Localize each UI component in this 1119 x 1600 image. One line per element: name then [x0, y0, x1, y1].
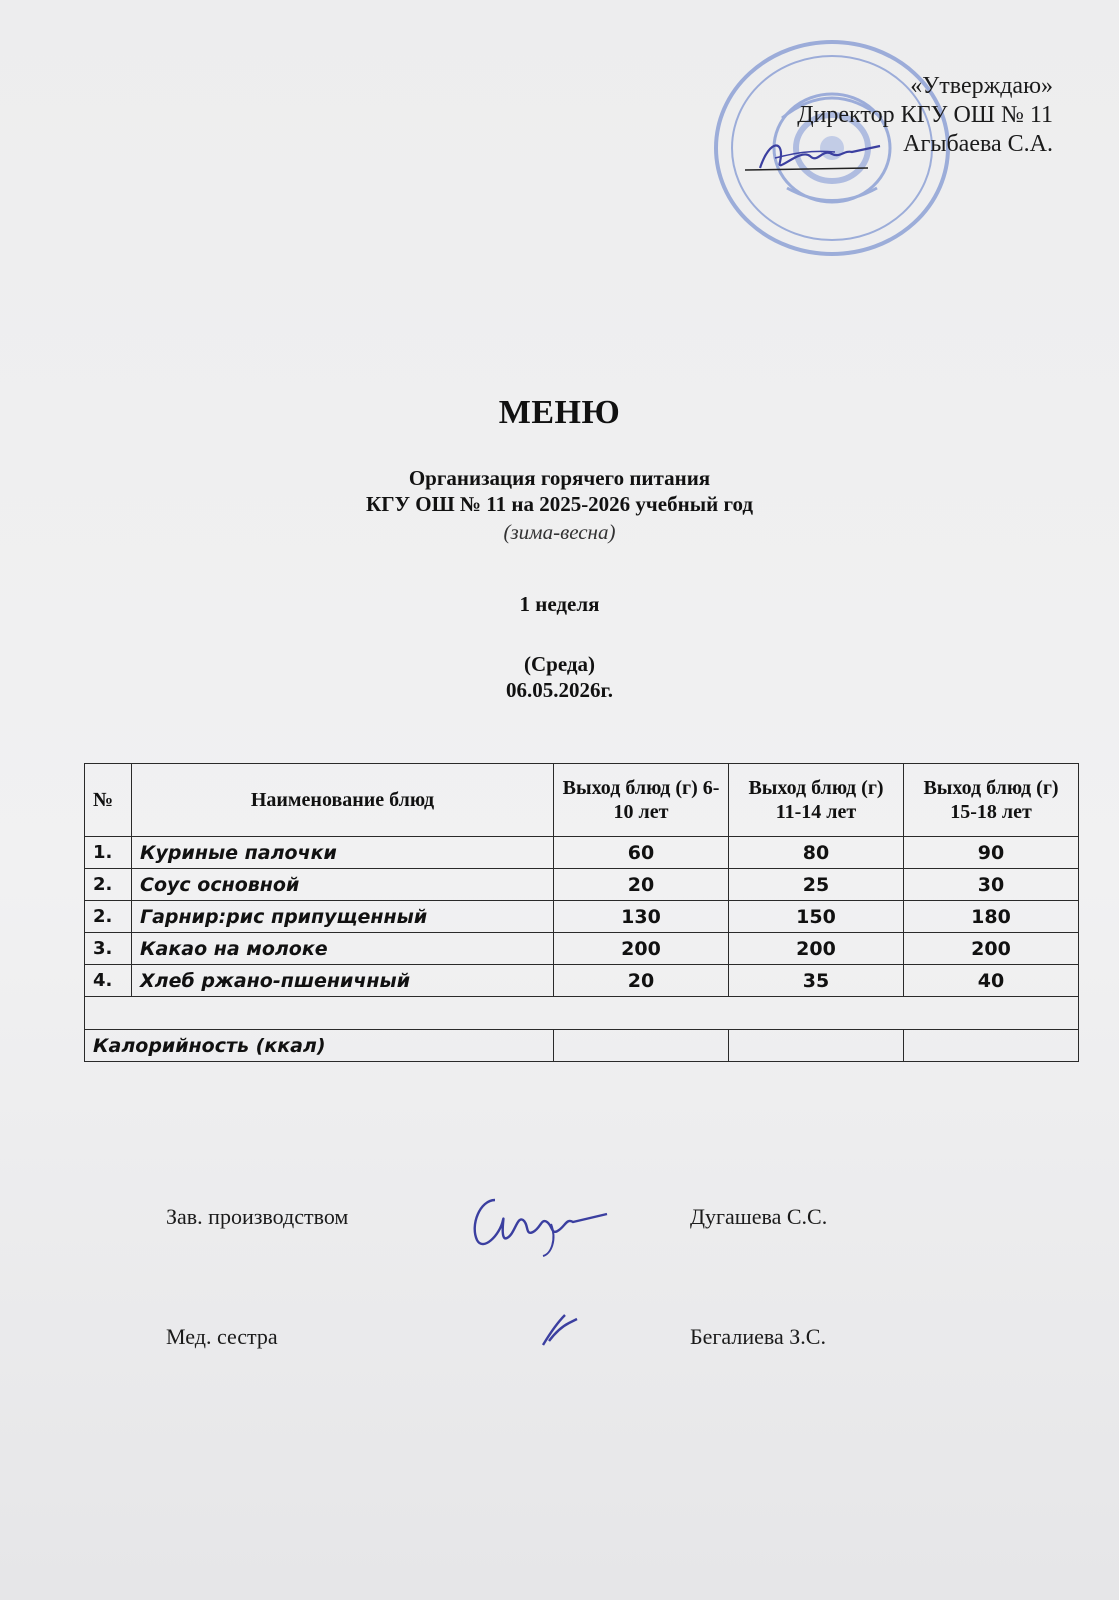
table-row: [85, 837, 1079, 869]
row-yield-6-10: 60: [554, 837, 729, 869]
signature-role-nurse: Мед. сестра: [166, 1324, 278, 1349]
row-yield-15-18: 90: [904, 837, 1079, 869]
approval-position: Директор КГУ ОШ № 11: [797, 102, 1053, 128]
table-empty-row: [85, 997, 1079, 1030]
table-row: [85, 965, 1079, 997]
header-num: №: [85, 764, 132, 837]
table-row: [85, 901, 1079, 933]
calories-15-18: [904, 1030, 1079, 1062]
row-yield-11-14: 150: [729, 901, 904, 933]
row-yield-15-18: 180: [904, 901, 1079, 933]
row-dish-name: Какао на молоке: [132, 933, 554, 965]
date-label: 06.05.2026г.: [506, 678, 613, 702]
table-row: [85, 869, 1079, 901]
row-yield-15-18: 30: [904, 869, 1079, 901]
row-dish-name: Куриные палочки: [132, 837, 554, 869]
director-signature-icon: [740, 128, 890, 188]
signature-role-production: Зав. производством: [166, 1204, 349, 1229]
calories-6-10: [554, 1030, 729, 1062]
subtitle-school-year: КГУ ОШ № 11 на 2025-2026 учебный год: [366, 492, 753, 516]
approval-director-name: Агыбаева С.А.: [903, 131, 1053, 157]
row-yield-6-10: 130: [554, 901, 729, 933]
day-label: (Среда): [524, 652, 595, 676]
row-num: 4.: [85, 965, 132, 997]
signature-name-nurse: Бегалиева З.С.: [690, 1324, 826, 1349]
menu-table: [84, 763, 1079, 1062]
row-yield-11-14: 80: [729, 837, 904, 869]
page-title: МЕНЮ: [498, 394, 621, 431]
row-yield-6-10: 20: [554, 869, 729, 901]
row-dish-name: Соус основной: [132, 869, 554, 901]
row-dish-name: Гарнир:рис припущенный: [132, 901, 554, 933]
row-num: 1.: [85, 837, 132, 869]
row-yield-6-10: 20: [554, 965, 729, 997]
calories-row: [85, 1030, 1079, 1062]
row-yield-15-18: 200: [904, 933, 1079, 965]
empty-cell: [85, 997, 1079, 1030]
header-yield-6-10: Выход блюд (г) 6-10 лет: [554, 764, 729, 837]
row-yield-6-10: 200: [554, 933, 729, 965]
season-label: (зима-весна): [503, 520, 616, 544]
row-num: 3.: [85, 933, 132, 965]
table-row: [85, 933, 1079, 965]
row-num: 2.: [85, 901, 132, 933]
row-dish-name: Хлеб ржано-пшеничный: [132, 965, 554, 997]
row-yield-11-14: 200: [729, 933, 904, 965]
header-dish-name: Наименование блюд: [132, 764, 554, 837]
calories-11-14: [729, 1030, 904, 1062]
header-yield-11-14: Выход блюд (г) 11-14 лет: [729, 764, 904, 837]
calories-label: Калорийность (ккал): [85, 1030, 554, 1062]
nurse-signature-icon: [535, 1305, 585, 1355]
subtitle-organization: Организация горячего питания: [408, 466, 711, 490]
table-header-row: [85, 764, 1079, 837]
production-manager-signature-icon: [455, 1180, 615, 1260]
approval-heading: «Утверждаю»: [910, 73, 1053, 99]
row-yield-11-14: 35: [729, 965, 904, 997]
signature-name-production: Дугашева С.С.: [690, 1204, 828, 1229]
week-label: 1 неделя: [519, 592, 600, 616]
row-yield-15-18: 40: [904, 965, 1079, 997]
row-yield-11-14: 25: [729, 869, 904, 901]
header-yield-15-18: Выход блюд (г) 15-18 лет: [904, 764, 1079, 837]
row-num: 2.: [85, 869, 132, 901]
